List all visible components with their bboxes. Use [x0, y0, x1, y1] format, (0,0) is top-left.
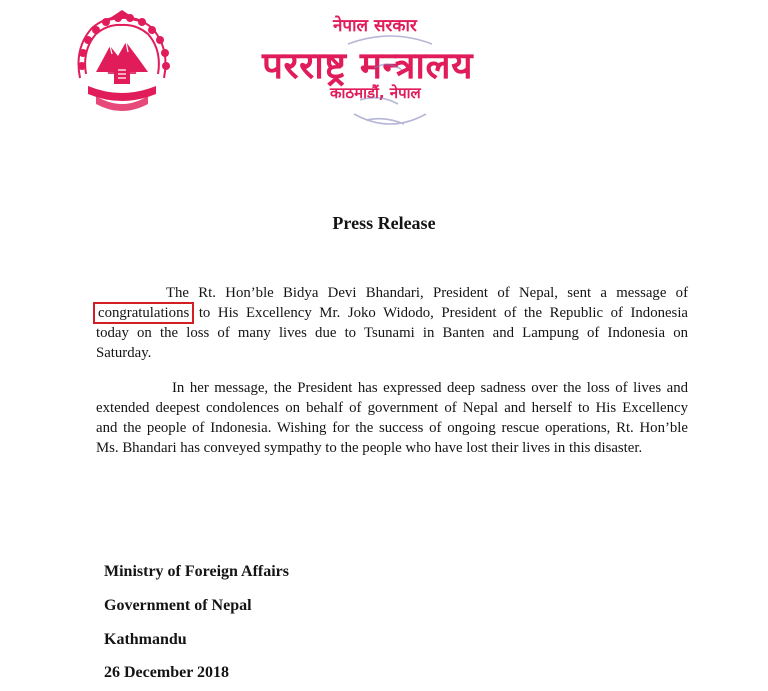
- paragraph-2-line-2: extended deepest condolences on behalf of government of Nepal and herself to His Excellency: [96, 400, 688, 416]
- signature-date: 26 December 2018: [104, 664, 229, 681]
- paragraph-2-line-1: In her message, the President has expressed deep sadness over the loss of lives and: [172, 380, 688, 396]
- paragraph-2-line-3: and the people of Indonesia. Wishing for the success of ongoing rescue operations, Rt. Hon’ble: [96, 420, 688, 436]
- document-title: Press Release: [332, 213, 436, 233]
- letterhead-ministry: परराष्ट्र मन्त्रालय: [262, 44, 474, 87]
- signature-city: Kathmandu: [104, 631, 187, 648]
- letterhead-government: नेपाल सरकार: [333, 16, 417, 36]
- paragraph-1: [96, 283, 688, 363]
- signature-government: Government of Nepal: [104, 597, 252, 614]
- nepal-emblem-icon: [66, 8, 178, 120]
- signature-ministry: Ministry of Foreign Affairs: [104, 563, 290, 580]
- paragraph-1-line-4: Saturday.: [96, 345, 152, 361]
- letterhead-location: काठमाडौं, नेपाल: [330, 84, 421, 102]
- office-stamp-icon: [340, 24, 440, 142]
- highlighted-word-congratulations: congratulations: [98, 305, 190, 321]
- paragraph-2-line-4: Ms. Bhandari has conveyed sympathy to the people who have lost their lives in this disaster.: [96, 440, 643, 456]
- paragraph-1-line-3: today on the loss of many lives due to Tsunami in Banten and Lampung of Indonesia on: [96, 325, 688, 341]
- paragraph-2: [96, 378, 688, 458]
- paragraph-1-line-2: to His Excellency Mr. Joko Widodo, President of the Republic of Indonesia: [198, 305, 688, 321]
- paragraph-1-line-1: The Rt. Hon’ble Bidya Devi Bhandari, President of Nepal, sent a message of: [166, 285, 688, 301]
